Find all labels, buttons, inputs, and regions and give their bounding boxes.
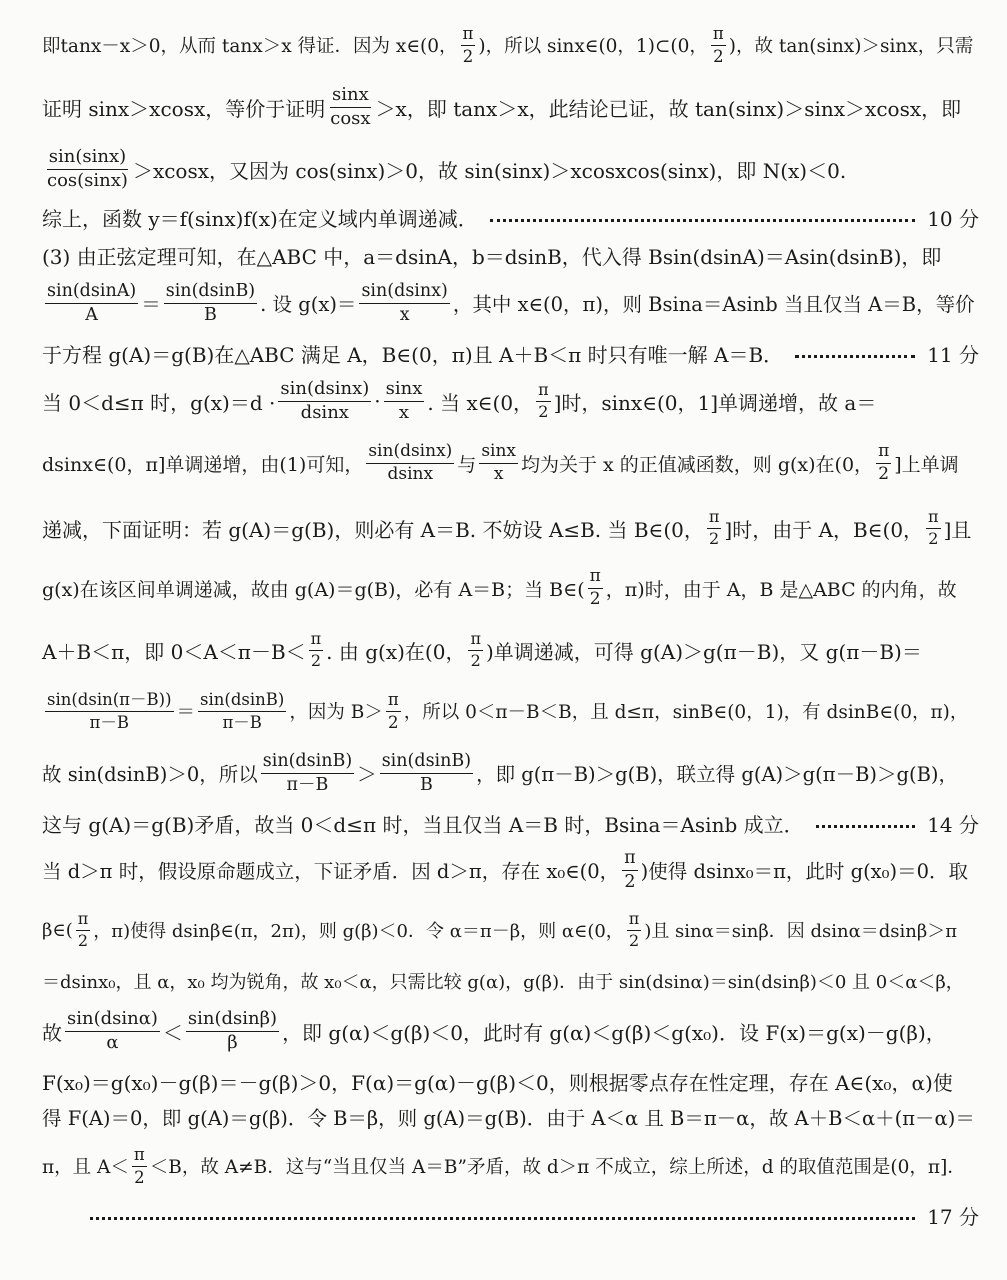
denominator: 2 bbox=[462, 46, 474, 66]
line-17 bbox=[42, 908, 979, 952]
text: 得 F(A)＝0，即 g(A)＝g(β)．令 B＝β，则 g(A)＝g(B)．由于 A＜α 且 B＝π－α，故 A＋B＜α＋(π－α)＝ bbox=[42, 1107, 975, 1130]
text: ，即 g(α)＜g(β)＜0，此时有 g(α)＜g(β)＜g(x₀)．设 F(x)＝g(x)－g(β)， bbox=[282, 1020, 946, 1045]
denominator: 2 bbox=[310, 650, 321, 670]
line-8 bbox=[42, 378, 979, 424]
numerator: sin(dsinB) bbox=[261, 752, 354, 773]
numerator: π bbox=[309, 631, 324, 651]
fraction-pi-over-2 bbox=[707, 506, 722, 548]
fraction-sin-dsinB-over-B bbox=[380, 752, 473, 794]
text: 于方程 g(A)＝g(B)在△ABC 满足 A，B∈(0，π)且 A＋B＜π 时只有唯一解 A＝B． bbox=[42, 342, 784, 367]
line-20 bbox=[42, 1066, 979, 1096]
text: 递减，下面证明：若 g(A)＝g(B)，则必有 A＝B. 不妨设 A≤B. 当 B∈(0， bbox=[42, 517, 704, 542]
fraction-pi-over-2 bbox=[76, 908, 91, 950]
denominator: 2 bbox=[713, 46, 724, 66]
dot-operator: · bbox=[374, 389, 381, 413]
denominator: 2 bbox=[134, 1167, 145, 1187]
fraction-sin-dsinx-over-x bbox=[359, 282, 449, 324]
numerator: π bbox=[622, 849, 638, 870]
score-label: 17 分 bbox=[927, 1204, 979, 1229]
line-16 bbox=[42, 848, 979, 892]
text: )，所以 sinx∈(0，1)⊂(0， bbox=[478, 36, 708, 57]
denominator: 2 bbox=[589, 588, 601, 609]
line-19 bbox=[42, 1008, 979, 1054]
numerator: π bbox=[536, 382, 551, 402]
line-14 bbox=[42, 750, 979, 796]
equals-sign: ＝ bbox=[141, 293, 161, 316]
fraction-sin-dsinA-over-A bbox=[45, 282, 138, 324]
numerator: π bbox=[627, 911, 642, 931]
dot-leader bbox=[490, 219, 915, 222]
line-10 bbox=[42, 506, 979, 550]
denominator: dsinx bbox=[300, 401, 349, 423]
line-18 bbox=[42, 966, 979, 996]
denominator: α bbox=[106, 1031, 119, 1053]
numerator: sinx bbox=[384, 380, 425, 402]
line-2 bbox=[42, 84, 979, 130]
score-label: 10 分 bbox=[927, 206, 979, 231]
fraction-pi-over-2 bbox=[461, 25, 476, 65]
text: ，π)时，由于 A，B 是△ABC 的内角，故 bbox=[605, 578, 957, 601]
numerator: π bbox=[876, 443, 891, 464]
denominator: x bbox=[399, 304, 410, 325]
denominator: 2 bbox=[624, 871, 636, 892]
dot-leader bbox=[90, 1217, 915, 1220]
numerator: π bbox=[461, 25, 476, 45]
line-1 bbox=[42, 24, 979, 66]
text: ，所以 0＜π－B＜B，且 d≤π，sinB∈(0，1)，有 dsinB∈(0，π)， bbox=[403, 702, 969, 723]
text: 与 bbox=[457, 453, 477, 476]
text: . 由 g(x)在(0， bbox=[326, 639, 466, 664]
fraction-pi-over-2 bbox=[627, 908, 642, 950]
text: 故 sin(dsinB)＞0，所以 bbox=[42, 763, 258, 786]
denominator: x bbox=[398, 401, 410, 423]
less-than-sign: ＜ bbox=[162, 1020, 183, 1045]
numerator: sinx bbox=[330, 86, 371, 108]
denominator: β bbox=[227, 1031, 238, 1053]
text: 当 0＜d≤π 时，g(x)＝d · bbox=[42, 390, 276, 415]
fraction-pi-over-2 bbox=[386, 691, 401, 731]
numerator: sin(sinx) bbox=[47, 148, 128, 170]
line-6 bbox=[42, 280, 979, 326]
text: ，π)使得 dsinβ∈(π，2π)，则 g(β)＜0．令 α＝π－β，则 α∈(0， bbox=[93, 921, 624, 942]
text: ]上单调 bbox=[894, 453, 959, 476]
denominator: 2 bbox=[388, 712, 399, 732]
fraction-pi-over-2 bbox=[536, 379, 551, 421]
numerator: π bbox=[588, 568, 603, 589]
text: . 设 g(x)＝ bbox=[260, 293, 357, 316]
text: ＞xcosx，又因为 cos(sinx)＞0，故 sin(sinx)＞xcosxcos(sinx)，即 N(x)＜0. bbox=[132, 158, 847, 183]
text: ＜B，故 A≠B．这与“当且仅当 A＝B”矛盾，故 d＞π 不成立，综上所述，d 的取值范围是(0，π]． bbox=[149, 1157, 966, 1178]
text: π，且 A＜ bbox=[42, 1157, 129, 1178]
text: 证明 sinx＞xcosx，等价于证明 bbox=[42, 96, 326, 121]
fraction-pi-over-2 bbox=[132, 1146, 147, 1186]
fraction-sin-dsinB-over-pi-minus-B bbox=[198, 691, 286, 731]
denominator: π－B bbox=[222, 712, 262, 732]
text: 这与 g(A)＝g(B)矛盾，故当 0＜d≤π 时，当且仅当 A＝B 时，Bsina＝Asinb 成立． bbox=[42, 812, 804, 837]
denominator: π－B bbox=[286, 774, 329, 795]
numerator: π bbox=[386, 691, 401, 711]
text: ]且 bbox=[943, 517, 972, 542]
line-4 bbox=[42, 202, 979, 232]
numerator: sin(dsinB) bbox=[198, 691, 286, 711]
text: 即tanx－x＞0，从而 tanx＞x 得证．因为 x∈(0， bbox=[42, 36, 458, 57]
numerator: π bbox=[711, 25, 726, 45]
numerator: π bbox=[132, 1146, 147, 1166]
text: ＞x，即 tanx＞x，此结论已证，故 tan(sinx)＞sinx＞xcosx，即 bbox=[375, 96, 962, 121]
text: )使得 dsinx₀＝π，此时 g(x₀)＝0．取 bbox=[640, 860, 969, 883]
numerator: sin(dsin(π－B)) bbox=[45, 691, 174, 711]
numerator: sin(dsinx) bbox=[359, 282, 449, 303]
denominator: x bbox=[493, 463, 504, 484]
line-15 bbox=[42, 808, 979, 838]
text: ＝dsinx₀，且 α，x₀ 均为锐角，故 x₀＜α，只需比较 g(α)，g(β)．由于 sin(dsinα)＝sin(dsinβ)＜0 且 0＜α＜β， bbox=[42, 972, 964, 993]
numerator: sin(dsinx) bbox=[278, 380, 371, 402]
line-23 bbox=[90, 1200, 979, 1230]
denominator: 2 bbox=[538, 401, 549, 421]
numerator: sin(dsinB) bbox=[380, 752, 473, 773]
numerator: sin(dsinβ) bbox=[186, 1010, 279, 1032]
dot-leader bbox=[795, 355, 915, 358]
text: )单调递减，可得 g(A)＞g(π－B)，又 g(π－B)＝ bbox=[485, 639, 922, 664]
numerator: π bbox=[707, 509, 722, 529]
fraction-sinx-over-x bbox=[384, 377, 425, 423]
fraction-pi-over-2 bbox=[468, 628, 483, 670]
score-label: 14 分 bbox=[927, 812, 979, 837]
line-9 bbox=[42, 440, 979, 486]
denominator: A bbox=[85, 304, 98, 325]
dot-leader bbox=[816, 825, 916, 828]
denominator: 2 bbox=[709, 528, 720, 548]
denominator: 2 bbox=[878, 463, 890, 484]
denominator: 2 bbox=[470, 650, 481, 670]
text: ]时，由于 A，B∈(0， bbox=[724, 517, 924, 542]
text: g(x)在该区间单调递减，故由 g(A)＝g(B)，必有 A＝B；当 B∈( bbox=[42, 578, 585, 601]
numerator: sin(dsinB) bbox=[164, 282, 257, 303]
text: )，故 tan(sinx)＞sinx，只需 bbox=[728, 36, 974, 57]
line-11 bbox=[42, 566, 979, 610]
text: . 当 x∈(0， bbox=[427, 390, 534, 415]
text: 当 d＞π 时，假设原命题成立，下证矛盾．因 d＞π，存在 x₀∈(0， bbox=[42, 860, 620, 883]
line-13 bbox=[42, 688, 979, 734]
text: ]时，sinx∈(0，1]单调递增，故 a＝ bbox=[553, 390, 877, 415]
text: A＋B＜π，即 0＜A＜π－B＜ bbox=[42, 639, 306, 664]
fraction-sin-dsinB-over-B bbox=[164, 282, 257, 324]
fraction-sinx-over-cosx bbox=[328, 83, 372, 129]
line-7 bbox=[42, 338, 979, 368]
text: ，因为 B＞ bbox=[289, 702, 383, 723]
denominator: B bbox=[419, 774, 433, 795]
fraction-pi-over-2 bbox=[588, 565, 603, 609]
numerator: π bbox=[468, 631, 483, 651]
text: ，即 g(π－B)＞g(B)，联立得 g(A)＞g(π－B)＞g(B)， bbox=[476, 763, 959, 786]
numerator: sin(dsinA) bbox=[45, 282, 138, 303]
numerator: sinx bbox=[479, 443, 518, 464]
denominator: B bbox=[203, 304, 217, 325]
fraction-pi-over-2 bbox=[876, 440, 891, 484]
fraction-sin-sinx-over-cos-sinx bbox=[45, 145, 130, 191]
fraction-pi-over-2 bbox=[309, 628, 324, 670]
text: 综上，函数 y＝f(sinx)f(x)在定义域内单调递减． bbox=[42, 206, 478, 231]
numerator: sin(dsinα) bbox=[65, 1010, 160, 1032]
text: 故 bbox=[42, 1020, 62, 1045]
denominator: π－B bbox=[89, 712, 129, 732]
denominator: cos(sinx) bbox=[47, 169, 128, 191]
greater-than-sign: ＞ bbox=[357, 763, 377, 786]
numerator: sin(dsinx) bbox=[366, 443, 454, 464]
text: F(x₀)＝g(x₀)－g(β)＝－g(β)＞0，F(α)＝g(α)－g(β)＜0，则根据零点存在性定理，存在 A∈(x₀，α)使 bbox=[42, 1070, 953, 1095]
numerator: π bbox=[926, 509, 941, 529]
denominator: 2 bbox=[928, 528, 939, 548]
line-3 bbox=[42, 146, 979, 192]
fraction-sin-dsin-beta-over-beta bbox=[186, 1007, 279, 1053]
numerator: π bbox=[76, 911, 91, 931]
line-12 bbox=[42, 628, 979, 672]
fraction-sin-dsinx-over-dsinx bbox=[278, 377, 371, 423]
fraction-sin-dsin-alpha-over-alpha bbox=[65, 1007, 160, 1053]
text: dsinx∈(0，π]单调递增，由(1)可知， bbox=[42, 453, 364, 476]
text: ，其中 x∈(0，π)，则 Bsina＝Asinb 当且仅当 A＝B，等价 bbox=[452, 293, 975, 316]
text: (3) 由正弦定理可知，在△ABC 中，a＝dsinA，b＝dsinB，代入得 Bsin(dsinA)＝Asin(dsinB)，即 bbox=[42, 244, 942, 269]
text: β∈( bbox=[42, 919, 73, 941]
line-22 bbox=[42, 1144, 979, 1188]
fraction-pi-over-2 bbox=[711, 25, 726, 65]
denominator: dsinx bbox=[387, 463, 434, 484]
fraction-pi-over-2 bbox=[926, 506, 941, 548]
denominator: cosx bbox=[330, 107, 371, 129]
fraction-sin-dsinB-over-pi-minus-B bbox=[261, 752, 354, 794]
denominator: 2 bbox=[628, 930, 640, 950]
line-5 bbox=[42, 240, 979, 270]
text: 均为关于 x 的正值减函数，则 g(x)在(0， bbox=[521, 453, 874, 476]
fraction-pi-over-2 bbox=[622, 849, 638, 891]
fraction-sin-dsinx-over-dsinx bbox=[366, 440, 454, 484]
fraction-sinx-over-x bbox=[479, 440, 518, 484]
line-21 bbox=[42, 1102, 979, 1132]
equals-sign: ＝ bbox=[176, 702, 196, 723]
denominator: 2 bbox=[77, 930, 89, 950]
fraction-sin-dsin-pi-minus-B-over-pi-minus-B bbox=[45, 691, 174, 731]
text: )且 sinα＝sinβ．因 dsinα＝dsinβ＞π bbox=[644, 921, 958, 942]
score-label: 11 分 bbox=[927, 342, 979, 367]
